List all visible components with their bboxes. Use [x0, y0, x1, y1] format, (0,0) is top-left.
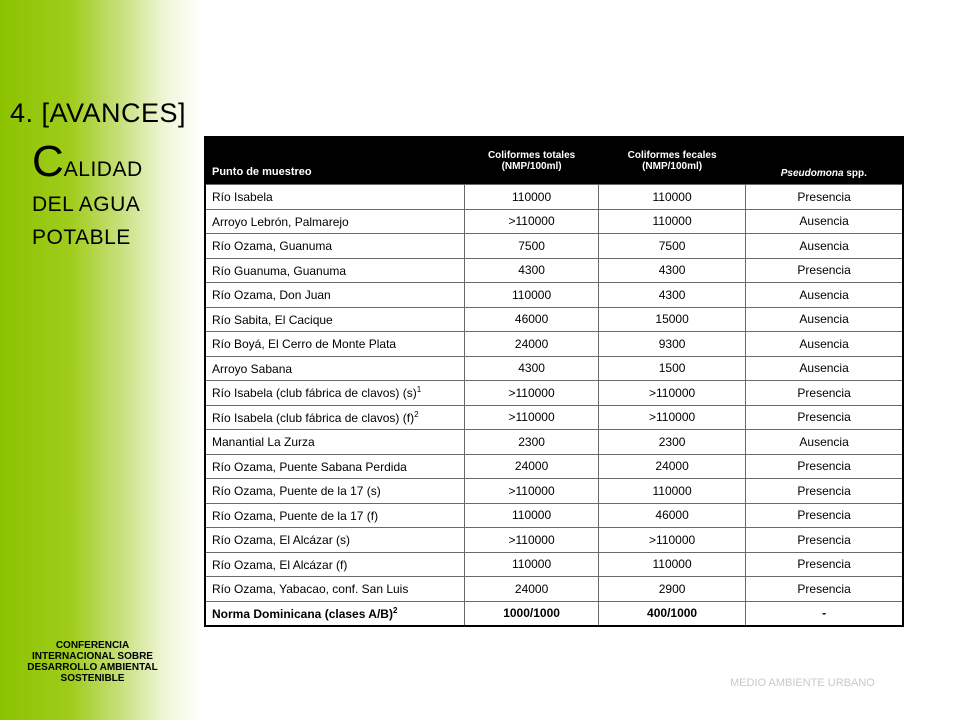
cell-fecales: >110000 — [599, 381, 746, 406]
footer-line-1: CONFERENCIA — [55, 640, 130, 651]
header-punto: Punto de muestreo — [205, 137, 465, 185]
cell-punto — [205, 454, 465, 479]
table-row — [205, 405, 903, 430]
punto-text: Río Isabela — [212, 190, 273, 205]
cell-pseudomona: Presencia — [746, 258, 903, 283]
cell-fecales: 2300 — [599, 430, 746, 455]
cell-fecales: 7500 — [599, 234, 746, 259]
cell-fecales: 110000 — [599, 479, 746, 504]
cell-fecales: 4300 — [599, 283, 746, 308]
table-row — [205, 479, 903, 504]
table-row — [205, 503, 903, 528]
slide-title — [32, 137, 143, 249]
cell-fecales: >110000 — [599, 528, 746, 553]
cell-totales: >110000 — [465, 528, 599, 553]
punto-text: Río Ozama, Guanuma — [212, 239, 333, 254]
cell-pseudomona: Ausencia — [746, 234, 903, 259]
cell-pseudomona: Presencia — [746, 185, 903, 210]
punto-text: Arroyo Lebrón, Palmarejo — [212, 214, 349, 229]
table-row — [205, 552, 903, 577]
header-fecales — [599, 137, 746, 185]
topic-footer: MEDIO AMBIENTE URBANO — [730, 677, 875, 689]
cell-punto — [205, 185, 465, 210]
header-pseudo-rest: spp. — [843, 168, 867, 179]
punto-text: Arroyo Sabana — [212, 361, 293, 376]
cell-totales: 110000 — [465, 185, 599, 210]
header-totales-line2: (NMP/100ml) — [501, 161, 562, 172]
cell-punto — [205, 283, 465, 308]
table-row — [205, 332, 903, 357]
cell-pseudomona: Ausencia — [746, 283, 903, 308]
table-row — [205, 356, 903, 381]
section-label: 4. [AVANCES] — [10, 98, 187, 128]
title-rest: ALIDAD — [63, 158, 143, 181]
table-row — [205, 258, 903, 283]
punto-text: Río Ozama, Puente de la 17 (s) — [212, 484, 381, 499]
cell-punto — [205, 405, 465, 430]
cell-punto — [205, 258, 465, 283]
footer-line-4: SOSTENIBLE — [60, 673, 125, 684]
cell-totales: 46000 — [465, 307, 599, 332]
cell-punto — [205, 332, 465, 357]
cell-fecales: 9300 — [599, 332, 746, 357]
footer-line-3: DESARROLLO AMBIENTAL — [27, 662, 158, 673]
title-initial: C — [32, 137, 64, 186]
header-pseudomona — [746, 137, 903, 185]
cell-punto — [205, 577, 465, 602]
table-row — [205, 528, 903, 553]
table-row — [205, 430, 903, 455]
cell-totales: >110000 — [465, 405, 599, 430]
cell-punto — [205, 209, 465, 234]
cell-totales: 110000 — [465, 283, 599, 308]
title-line-2: DEL AGUA — [32, 193, 141, 216]
table-row — [205, 209, 903, 234]
footer-line-2: INTERNACIONAL SOBRE — [32, 651, 153, 662]
cell-pseudomona: Presencia — [746, 381, 903, 406]
conference-footer — [10, 640, 175, 684]
cell-fecales: 110000 — [599, 185, 746, 210]
cell-fecales: 110000 — [599, 209, 746, 234]
cell-pseudomona: Ausencia — [746, 356, 903, 381]
cell-pseudomona: Ausencia — [746, 430, 903, 455]
cell-punto — [205, 234, 465, 259]
header-fecales-line2: (NMP/100ml) — [642, 161, 703, 172]
cell-punto — [205, 430, 465, 455]
punto-text: Río Isabela (club fábrica de clavos) (s) — [212, 386, 417, 401]
header-fecales-line1: Coliformes fecales — [627, 150, 717, 161]
cell-fecales: 110000 — [599, 552, 746, 577]
cell-totales: 110000 — [465, 552, 599, 577]
cell-totales: 24000 — [465, 577, 599, 602]
cell-totales: >110000 — [465, 209, 599, 234]
punto-text: Río Ozama, Puente Sabana Perdida — [212, 459, 407, 474]
cell-fecales: 400/1000 — [599, 601, 746, 626]
table-row — [205, 454, 903, 479]
cell-totales: 4300 — [465, 258, 599, 283]
cell-pseudomona: Ausencia — [746, 209, 903, 234]
table-row — [205, 283, 903, 308]
cell-totales: 1000/1000 — [465, 601, 599, 626]
cell-punto — [205, 503, 465, 528]
footnote-marker: 1 — [416, 385, 422, 395]
cell-pseudomona: Presencia — [746, 528, 903, 553]
cell-totales: 4300 — [465, 356, 599, 381]
punto-text: Río Ozama, El Alcázar (f) — [212, 557, 348, 572]
cell-fecales: 24000 — [599, 454, 746, 479]
cell-pseudomona: Presencia — [746, 405, 903, 430]
cell-fecales: 15000 — [599, 307, 746, 332]
cell-totales: 2300 — [465, 430, 599, 455]
cell-pseudomona: Ausencia — [746, 332, 903, 357]
cell-pseudomona: - — [746, 601, 903, 626]
table-row — [205, 577, 903, 602]
cell-pseudomona: Presencia — [746, 552, 903, 577]
cell-totales: >110000 — [465, 479, 599, 504]
title-line-1 — [32, 137, 143, 186]
cell-punto — [205, 307, 465, 332]
cell-fecales: >110000 — [599, 405, 746, 430]
cell-pseudomona: Presencia — [746, 503, 903, 528]
cell-punto — [205, 479, 465, 504]
cell-punto — [205, 552, 465, 577]
cell-punto — [205, 601, 465, 626]
cell-punto — [205, 381, 465, 406]
cell-fecales: 46000 — [599, 503, 746, 528]
water-quality-table — [204, 136, 904, 627]
cell-totales: 24000 — [465, 454, 599, 479]
punto-text: Río Sabita, El Cacique — [212, 312, 333, 327]
cell-pseudomona: Presencia — [746, 577, 903, 602]
table-row — [205, 234, 903, 259]
header-totales — [465, 137, 599, 185]
punto-text: Río Guanuma, Guanuma — [212, 263, 347, 278]
norma-row — [205, 601, 903, 626]
cell-pseudomona: Presencia — [746, 479, 903, 504]
punto-text: Manantial La Zurza — [212, 435, 315, 450]
cell-pseudomona: Presencia — [746, 454, 903, 479]
cell-fecales: 1500 — [599, 356, 746, 381]
cell-punto — [205, 356, 465, 381]
table-row — [205, 381, 903, 406]
cell-totales: 7500 — [465, 234, 599, 259]
cell-fecales: 2900 — [599, 577, 746, 602]
punto-text: Río Ozama, Puente de la 17 (f) — [212, 508, 379, 523]
punto-text: Río Boyá, El Cerro de Monte Plata — [212, 337, 397, 352]
cell-totales: 110000 — [465, 503, 599, 528]
cell-punto — [205, 528, 465, 553]
table-row — [205, 307, 903, 332]
cell-totales: >110000 — [465, 381, 599, 406]
punto-text: Río Ozama, El Alcázar (s) — [212, 533, 351, 548]
header-pseudo-italic: Pseudomona — [780, 168, 844, 179]
punto-text: Río Isabela (club fábrica de clavos) (f) — [212, 410, 415, 425]
header-totales-line1: Coliformes totales — [487, 150, 576, 161]
footnote-marker: 2 — [414, 409, 419, 419]
table-header-row — [205, 137, 903, 185]
cell-fecales: 4300 — [599, 258, 746, 283]
punto-text: Norma Dominicana (clases A/B) — [212, 606, 393, 621]
table-row — [205, 185, 903, 210]
footnote-marker: 2 — [392, 605, 398, 615]
punto-text: Río Ozama, Yabacao, conf. San Luis — [212, 582, 409, 597]
cell-pseudomona: Ausencia — [746, 307, 903, 332]
title-line-3: POTABLE — [32, 226, 131, 249]
cell-totales: 24000 — [465, 332, 599, 357]
punto-text: Río Ozama, Don Juan — [212, 288, 331, 303]
